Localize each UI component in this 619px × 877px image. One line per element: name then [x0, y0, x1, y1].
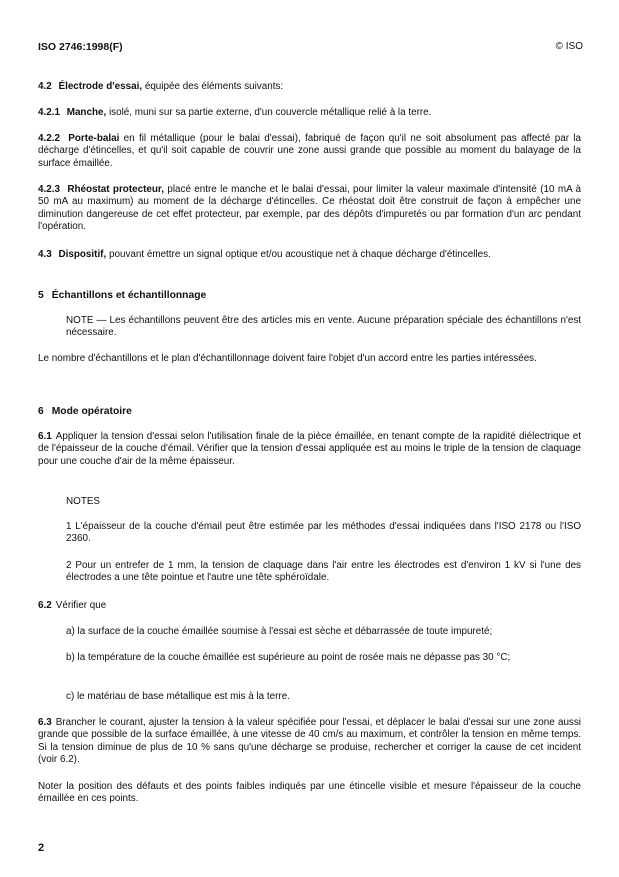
final-paragraph: Noter la position des défauts et des points faibles indiqués par une étincelle visible et mesure l'épaisseur de la couche émaillée en ces points.: [38, 781, 581, 805]
note-2: 2 Pour un entrefer de 1 mm, la tension de claquage dans l'air entre les électrodes est d'environ 1 kV si l'une des électrodes a une tête pointue et l'autre une tête sphéroïdale.: [66, 560, 581, 584]
clause-4-2-3: [38, 184, 581, 234]
list-item-a: a) la surface de la couche émaillée soumise à l'essai est sèche et débarrassée de toute impureté;: [66, 626, 493, 637]
clause-text: pouvant émettre un signal optique et/ou acoustique net à chaque décharge d'étincelles.: [106, 249, 491, 260]
clause-text: Brancher le courant, ajuster la tension à la valeur spécifiée pour l'essai, et déplacer le balai d'essai sur une zone aussi grande que possible de la surface émaillée, à une vitesse de 40 cm/s au maximum, et contrôler la tension en même temps. Si la tension diminue de plus de 10 % sans qu'une décharge se produise, rechercher et corriger la cause de cet incident (voir 6.2).: [38, 717, 581, 766]
list-item-c: c) le matériau de base métallique est mis à la terre.: [66, 691, 290, 702]
section-title: Échantillons et échantillonnage: [51, 290, 207, 301]
copyright-mark: © ISO: [555, 41, 583, 52]
clause-text: Vérifier que: [55, 600, 107, 611]
clause-6-1: [38, 431, 581, 468]
section-number: 6: [38, 406, 44, 417]
section-title: Mode opératoire: [51, 406, 132, 417]
clause-6-2: [38, 600, 581, 612]
section-6-heading: [38, 406, 132, 417]
clause-number: 4.2.1: [38, 107, 60, 118]
clause-4-3: [38, 249, 581, 261]
clause-text: en fil métallique (pour le balai d'essai), fabriqué de façon qu'il ne soit absolument pas affecté par la décharge d'étincelles, et qu'il soit capable de couvrir une zone aussi grande que possible au moment du balayage de la surface émaillée.: [38, 133, 581, 169]
list-item-b: b) la température de la couche émaillée est supérieure au point de rosée mais ne dépasse pas 30 °C;: [66, 652, 511, 663]
clause-text: Appliquer la tension d'essai selon l'utilisation finale de la pièce émaillée, en tenant compte de la rapidité diélectrique et de l'épaisseur de la couche d'émail. Vérifier que la tension d'essai appliquée est au moins le triple de la tension de claquage pour une couche d'air de la même épaisseur.: [38, 431, 581, 467]
clause-term: Rhéostat protecteur,: [67, 184, 164, 195]
notes-heading: NOTES: [66, 496, 101, 507]
note-1: 1 L'épaisseur de la couche d'émail peut être estimée par les méthodes d'essai indiquées dans l'ISO 2178 ou l'ISO 2360.: [66, 521, 581, 545]
clause-number: 4.3: [38, 249, 52, 260]
section-5-paragraph: Le nombre d'échantillons et le plan d'échantillonnage doivent faire l'objet d'un accord entre les parties intéressées.: [38, 353, 537, 364]
clause-text: équipée des éléments suivants:: [142, 81, 284, 92]
clause-term: Manche,: [66, 107, 107, 118]
clause-6-3: [38, 717, 581, 767]
clause-number: 4.2: [38, 81, 52, 92]
section-5-heading: [38, 290, 206, 301]
clause-number: 6.1: [38, 431, 52, 442]
clause-4-2: [38, 81, 581, 93]
document-id: ISO 2746:1998(F): [38, 41, 123, 53]
clause-term: Porte-balai: [68, 133, 120, 144]
clause-term: Électrode d'essai,: [58, 81, 143, 92]
clause-text: placé entre le manche et le balai d'essai, pour limiter la valeur maximale d'intensité (10 mA à 50 mA au maximum) au moment de la décharge d'étincelles. Ce rhéostat doit être construit de façon à empêcher une diminution dangereuse de cet effet protecteur, par exemple, par des dépôts d'impuretés ou par formation d'un arc pendant l'opération.: [38, 184, 581, 233]
clause-number: 4.2.2: [38, 133, 60, 144]
clause-term: Dispositif,: [58, 249, 107, 260]
clause-4-2-1: [38, 107, 581, 119]
clause-number: 4.2.3: [38, 184, 60, 195]
clause-number: 6.3: [38, 717, 52, 728]
clause-number: 6.2: [38, 600, 52, 611]
section-number: 5: [38, 290, 44, 301]
section-5-note: NOTE — Les échantillons peuvent être des articles mis en vente. Aucune préparation spéciale des échantillons n'est nécessaire.: [66, 315, 581, 339]
page-number: 2: [38, 842, 45, 854]
clause-4-2-2: [38, 133, 581, 170]
clause-text: isolé, muni sur sa partie externe, d'un couvercle métallique relié à la terre.: [106, 107, 432, 118]
